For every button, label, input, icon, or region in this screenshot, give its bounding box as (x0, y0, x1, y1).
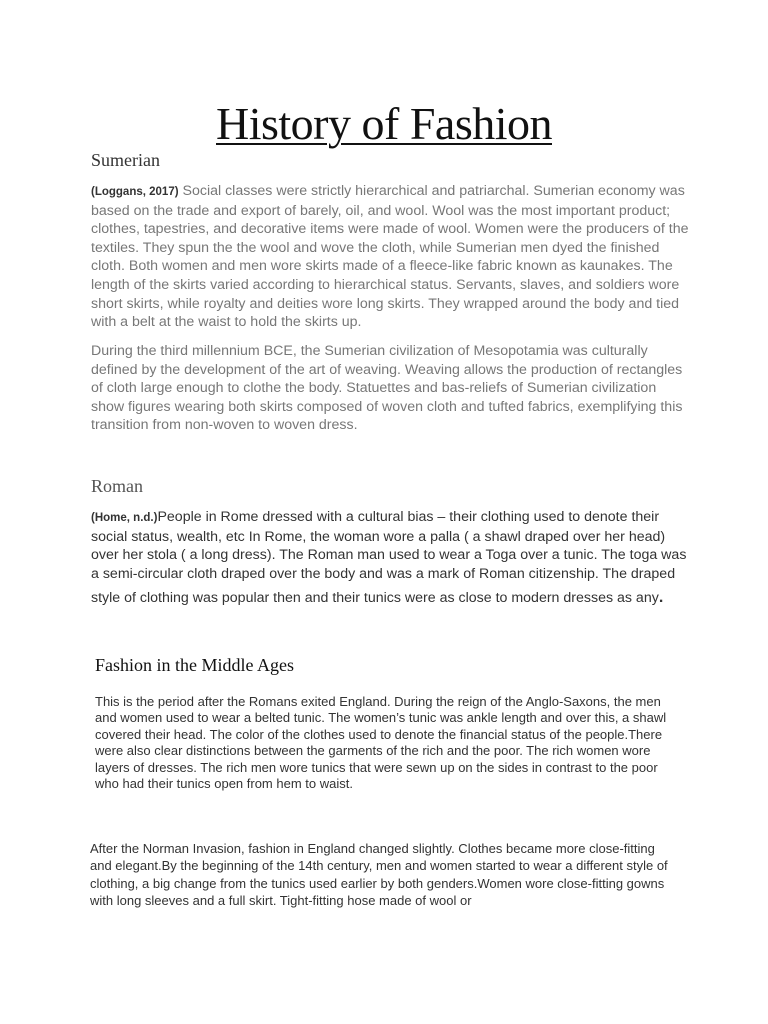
roman-paragraph-period: . (658, 589, 664, 607)
section-heading-middle-ages: Fashion in the Middle Ages (95, 655, 294, 675)
section-heading-roman: Roman (91, 476, 143, 496)
sumerian-paragraph-2: During the third millennium BCE, the Sumerian civilization of Mesopotamia was culturally defined by the development of the art of weaving. Weaving allows the production of rectangles of cloth large enough to clothe the body. Statuettes and bas-reliefs of Sumerian civilization show figures wearing both skirts composed of woven cloth and tufted fabrics, exemplifying this transition from non-woven to woven dress. (91, 343, 683, 434)
roman-paragraph-end-text: style of clothing was popular then and their tunics were as close to modern dresses as any (91, 590, 659, 607)
page-title: History of Fashion (216, 98, 552, 149)
roman-paragraph (91, 508, 691, 608)
middle-ages-paragraph-1: This is the period after the Romans exited England. During the reign of the Anglo-Saxons, the men and women used to wear a belted tunic. The women’s tunic was ankle length and over this, a shawl covered their head. The color of the clothes used to denote the financial status of the people.There were also clear distinctions between the garments of the rich and the poor. The rich women wore layers of dresses. The rich men wore tunics that were sewn up on the sides in contrast to the poor who had their tunics open from hem to waist. (95, 694, 667, 792)
sumerian-paragraph-1 (91, 182, 691, 332)
roman-paragraph-text: People in Rome dressed with a cultural bias – their clothing used to denote their social status, wealth, etc In Rome, the woman wore a palla ( a shawl draped over her head) over her stola ( a long dress). The Roman man used to wear a Toga over a tunic. The toga was a semi-circular cloth draped over the body and was a mark of Roman citizenship. The draped (91, 509, 687, 582)
citation-home: (Home, n.d.) (91, 512, 158, 524)
citation-loggans: (Loggans, 2017) (91, 186, 179, 198)
sumerian-paragraph-1-text: Social classes were strictly hierarchical and patriarchal. Sumerian economy was based on the trade and export of barely, oil, and wool. Wool was the most important product; clothes, tapestries, and decorative items were made of wool. Women were the producers of the textiles. They spun the the wool and wove the cloth, while Sumerian men dyed the finished cloth. Both women and men wore skirts made of a fleece-like fabric known as kaunakes. The length of the skirts varied according to hierarchical status. Servants, slaves, and soldiers wore short skirts, while royalty and deities wore long skirts. They wrapped around the body and tied with a belt at the waist to hold the skirts up. (91, 183, 689, 331)
roman-paragraph-end (91, 589, 663, 608)
section-heading-sumerian: Sumerian (91, 150, 160, 170)
middle-ages-paragraph-2: After the Norman Invasion, fashion in England changed slightly. Clothes became more close-fitting and elegant.By the beginning of the 14th century, men and women started to wear a different style of clothing, a big change from the tunics used earlier by both genders.Women wore close-fitting gowns with long sleeves and a full skirt. Tight-fitting hose made of wool or (90, 841, 668, 908)
